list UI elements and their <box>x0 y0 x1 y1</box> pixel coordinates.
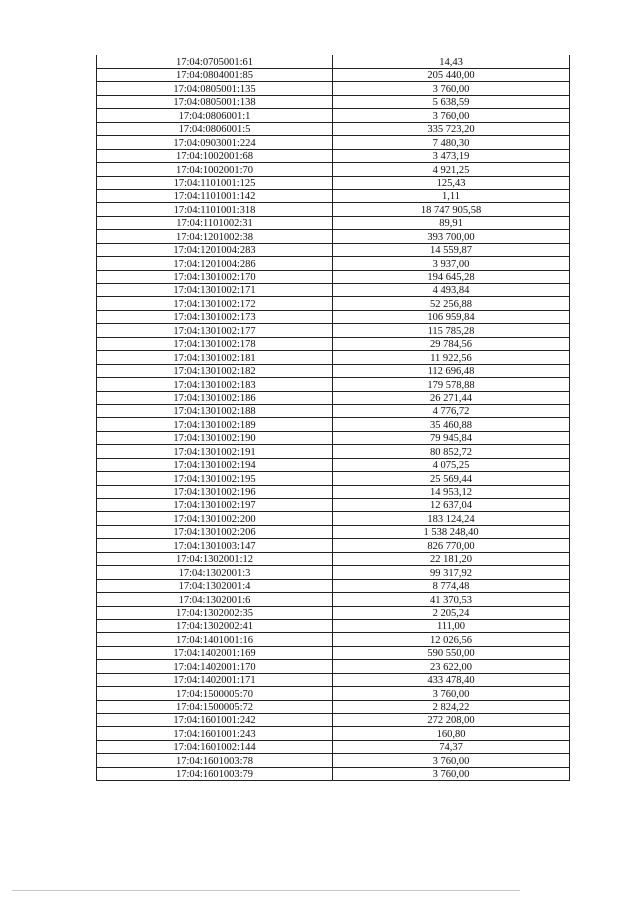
table-row <box>97 216 570 229</box>
cadastral-value-cell: 79 945,84 <box>333 431 570 444</box>
cadastral-number-cell: 17:04:1201004:283 <box>97 243 333 256</box>
table-row <box>97 418 570 431</box>
cadastral-value-cell: 80 852,72 <box>333 445 570 458</box>
table-row <box>97 727 570 740</box>
cadastral-value-cell: 4 776,72 <box>333 404 570 417</box>
cadastral-value-cell: 8 774,48 <box>333 579 570 592</box>
cadastral-number-cell: 17:04:1301002:170 <box>97 270 333 283</box>
table-row <box>97 472 570 485</box>
table-row <box>97 431 570 444</box>
cadastral-number-cell: 17:04:1301002:177 <box>97 324 333 337</box>
table-row <box>97 606 570 619</box>
cadastral-value-cell: 2 824,22 <box>333 700 570 713</box>
cadastral-number-cell: 17:04:0805001:135 <box>97 82 333 95</box>
cadastral-number-cell: 17:04:1002001:68 <box>97 149 333 162</box>
cadastral-number-cell: 17:04:1301002:189 <box>97 418 333 431</box>
table-row <box>97 552 570 565</box>
cadastral-number-cell: 17:04:1302001:6 <box>97 593 333 606</box>
cadastral-number-cell: 17:04:1401001:16 <box>97 633 333 646</box>
cadastral-value-cell: 35 460,88 <box>333 418 570 431</box>
cadastral-value-cell: 25 569,44 <box>333 472 570 485</box>
cadastral-number-cell: 17:04:1301002:178 <box>97 337 333 350</box>
table-row <box>97 404 570 417</box>
cadastral-number-cell: 17:04:1601001:243 <box>97 727 333 740</box>
cadastral-number-cell: 17:04:1402001:170 <box>97 660 333 673</box>
cadastral-value-cell: 3 760,00 <box>333 82 570 95</box>
cadastral-value-cell: 112 696,48 <box>333 364 570 377</box>
cadastral-value-cell: 41 370,53 <box>333 593 570 606</box>
table-row <box>97 525 570 538</box>
cadastral-value-cell: 3 760,00 <box>333 687 570 700</box>
cadastral-number-cell: 17:04:1301002:190 <box>97 431 333 444</box>
cadastral-number-cell: 17:04:1301003:147 <box>97 539 333 552</box>
cadastral-number-cell: 17:04:1101001:125 <box>97 176 333 189</box>
table-row <box>97 230 570 243</box>
cadastral-number-cell: 17:04:1301002:182 <box>97 364 333 377</box>
table-row <box>97 714 570 727</box>
cadastral-value-cell: 3 937,00 <box>333 257 570 270</box>
table-row <box>97 324 570 337</box>
cadastral-value-cell: 1,11 <box>333 189 570 202</box>
table-row <box>97 566 570 579</box>
cadastral-number-cell: 17:04:1301002:200 <box>97 512 333 525</box>
cadastral-value-cell: 335 723,20 <box>333 122 570 135</box>
table-row <box>97 445 570 458</box>
cadastral-value-cell: 89,91 <box>333 216 570 229</box>
cadastral-value-cell: 29 784,56 <box>333 337 570 350</box>
table-row <box>97 740 570 753</box>
cadastral-number-cell: 17:04:1301002:197 <box>97 499 333 512</box>
cadastral-number-cell: 17:04:1201002:38 <box>97 230 333 243</box>
table-row <box>97 485 570 498</box>
cadastral-value-table <box>96 55 570 781</box>
table-row <box>97 284 570 297</box>
cadastral-number-cell: 17:04:1301002:195 <box>97 472 333 485</box>
cadastral-number-cell: 17:04:1302001:3 <box>97 566 333 579</box>
cadastral-number-cell: 17:04:1101002:31 <box>97 216 333 229</box>
cadastral-value-cell: 590 550,00 <box>333 646 570 659</box>
cadastral-value-cell: 18 747 905,58 <box>333 203 570 216</box>
cadastral-number-cell: 17:04:0705001:61 <box>97 55 333 69</box>
cadastral-value-cell: 183 124,24 <box>333 512 570 525</box>
table-row <box>97 203 570 216</box>
cadastral-value-cell: 26 271,44 <box>333 391 570 404</box>
cadastral-value-cell: 14 559,87 <box>333 243 570 256</box>
cadastral-number-cell: 17:04:1301002:171 <box>97 284 333 297</box>
cadastral-value-cell: 3 473,19 <box>333 149 570 162</box>
table-row <box>97 310 570 323</box>
cadastral-value-cell: 11 922,56 <box>333 351 570 364</box>
cadastral-value-cell: 393 700,00 <box>333 230 570 243</box>
table-row <box>97 136 570 149</box>
cadastral-number-cell: 17:04:1601002:144 <box>97 740 333 753</box>
cadastral-number-cell: 17:04:1500005:70 <box>97 687 333 700</box>
table-row <box>97 257 570 270</box>
table-row <box>97 660 570 673</box>
cadastral-value-cell: 1 538 248,40 <box>333 525 570 538</box>
cadastral-number-cell: 17:04:0806001:1 <box>97 109 333 122</box>
table-row <box>97 297 570 310</box>
cadastral-number-cell: 17:04:1402001:171 <box>97 673 333 686</box>
cadastral-value-cell: 106 959,84 <box>333 310 570 323</box>
cadastral-value-cell: 205 440,00 <box>333 69 570 82</box>
cadastral-number-cell: 17:04:0903001:224 <box>97 136 333 149</box>
cadastral-value-cell: 4 493,84 <box>333 284 570 297</box>
table-row <box>97 700 570 713</box>
cadastral-value-cell: 111,00 <box>333 619 570 632</box>
table-row <box>97 458 570 471</box>
table-row <box>97 767 570 780</box>
table-row <box>97 754 570 767</box>
cadastral-number-cell: 17:04:1302001:4 <box>97 579 333 592</box>
cadastral-number-cell: 17:04:1302002:41 <box>97 619 333 632</box>
table-row <box>97 337 570 350</box>
cadastral-value-cell: 14,43 <box>333 55 570 69</box>
table-row <box>97 633 570 646</box>
table-row <box>97 673 570 686</box>
table-row <box>97 189 570 202</box>
cadastral-value-cell: 826 770,00 <box>333 539 570 552</box>
table-row <box>97 55 570 69</box>
table-row <box>97 579 570 592</box>
table-row <box>97 109 570 122</box>
cadastral-value-cell: 52 256,88 <box>333 297 570 310</box>
cadastral-number-cell: 17:04:1301002:173 <box>97 310 333 323</box>
cadastral-number-cell: 17:04:0805001:138 <box>97 95 333 108</box>
table-row <box>97 95 570 108</box>
cadastral-number-cell: 17:04:1601003:78 <box>97 754 333 767</box>
cadastral-number-cell: 17:04:1301002:196 <box>97 485 333 498</box>
cadastral-value-cell: 160,80 <box>333 727 570 740</box>
cadastral-value-cell: 4 921,25 <box>333 163 570 176</box>
cadastral-value-cell: 12 637,04 <box>333 499 570 512</box>
cadastral-value-cell: 115 785,28 <box>333 324 570 337</box>
table-row <box>97 593 570 606</box>
cadastral-value-cell: 7 480,30 <box>333 136 570 149</box>
cadastral-number-cell: 17:04:0806001:5 <box>97 122 333 135</box>
cadastral-number-cell: 17:04:1302002:35 <box>97 606 333 619</box>
table-row <box>97 149 570 162</box>
table-row <box>97 364 570 377</box>
table-row <box>97 270 570 283</box>
cadastral-number-cell: 17:04:1301002:186 <box>97 391 333 404</box>
cadastral-number-cell: 17:04:1301002:188 <box>97 404 333 417</box>
cadastral-number-cell: 17:04:1301002:206 <box>97 525 333 538</box>
table-row <box>97 646 570 659</box>
cadastral-number-cell: 17:04:1500005:72 <box>97 700 333 713</box>
table-row <box>97 122 570 135</box>
table-row <box>97 163 570 176</box>
table-row <box>97 499 570 512</box>
cadastral-number-cell: 17:04:1201004:286 <box>97 257 333 270</box>
cadastral-number-cell: 17:04:1402001:169 <box>97 646 333 659</box>
cadastral-value-cell: 3 760,00 <box>333 109 570 122</box>
cadastral-value-cell: 22 181,20 <box>333 552 570 565</box>
table-row <box>97 619 570 632</box>
cadastral-value-cell: 74,37 <box>333 740 570 753</box>
cadastral-number-cell: 17:04:1301002:191 <box>97 445 333 458</box>
table-row <box>97 512 570 525</box>
cadastral-value-cell: 2 205,24 <box>333 606 570 619</box>
cadastral-value-cell: 23 622,00 <box>333 660 570 673</box>
table-row <box>97 378 570 391</box>
cadastral-number-cell: 17:04:1301002:181 <box>97 351 333 364</box>
table-row <box>97 176 570 189</box>
cadastral-value-cell: 125,43 <box>333 176 570 189</box>
cadastral-value-cell: 3 760,00 <box>333 754 570 767</box>
cadastral-number-cell: 17:04:0804001:85 <box>97 69 333 82</box>
cadastral-value-cell: 5 638,59 <box>333 95 570 108</box>
cadastral-number-cell: 17:04:1301002:194 <box>97 458 333 471</box>
cadastral-number-cell: 17:04:1601003:79 <box>97 767 333 780</box>
table-row <box>97 687 570 700</box>
table-body <box>97 55 570 781</box>
cadastral-value-cell: 4 075,25 <box>333 458 570 471</box>
table-row <box>97 82 570 95</box>
table-row <box>97 351 570 364</box>
cadastral-number-cell: 17:04:1101001:318 <box>97 203 333 216</box>
cadastral-value-cell: 14 953,12 <box>333 485 570 498</box>
cadastral-number-cell: 17:04:1101001:142 <box>97 189 333 202</box>
cadastral-value-cell: 433 478,40 <box>333 673 570 686</box>
cadastral-number-cell: 17:04:1301002:172 <box>97 297 333 310</box>
cadastral-value-cell: 99 317,92 <box>333 566 570 579</box>
cadastral-number-cell: 17:04:1301002:183 <box>97 378 333 391</box>
cadastral-value-cell: 12 026,56 <box>333 633 570 646</box>
table-row <box>97 539 570 552</box>
cadastral-value-cell: 194 645,28 <box>333 270 570 283</box>
table-row <box>97 391 570 404</box>
cadastral-value-cell: 3 760,00 <box>333 767 570 780</box>
page-footer-divider <box>12 890 520 891</box>
cadastral-value-cell: 272 208,00 <box>333 714 570 727</box>
cadastral-value-cell: 179 578,88 <box>333 378 570 391</box>
table-row <box>97 243 570 256</box>
cadastral-number-cell: 17:04:1002001:70 <box>97 163 333 176</box>
cadastral-number-cell: 17:04:1601001:242 <box>97 714 333 727</box>
table-row <box>97 69 570 82</box>
cadastral-number-cell: 17:04:1302001:12 <box>97 552 333 565</box>
